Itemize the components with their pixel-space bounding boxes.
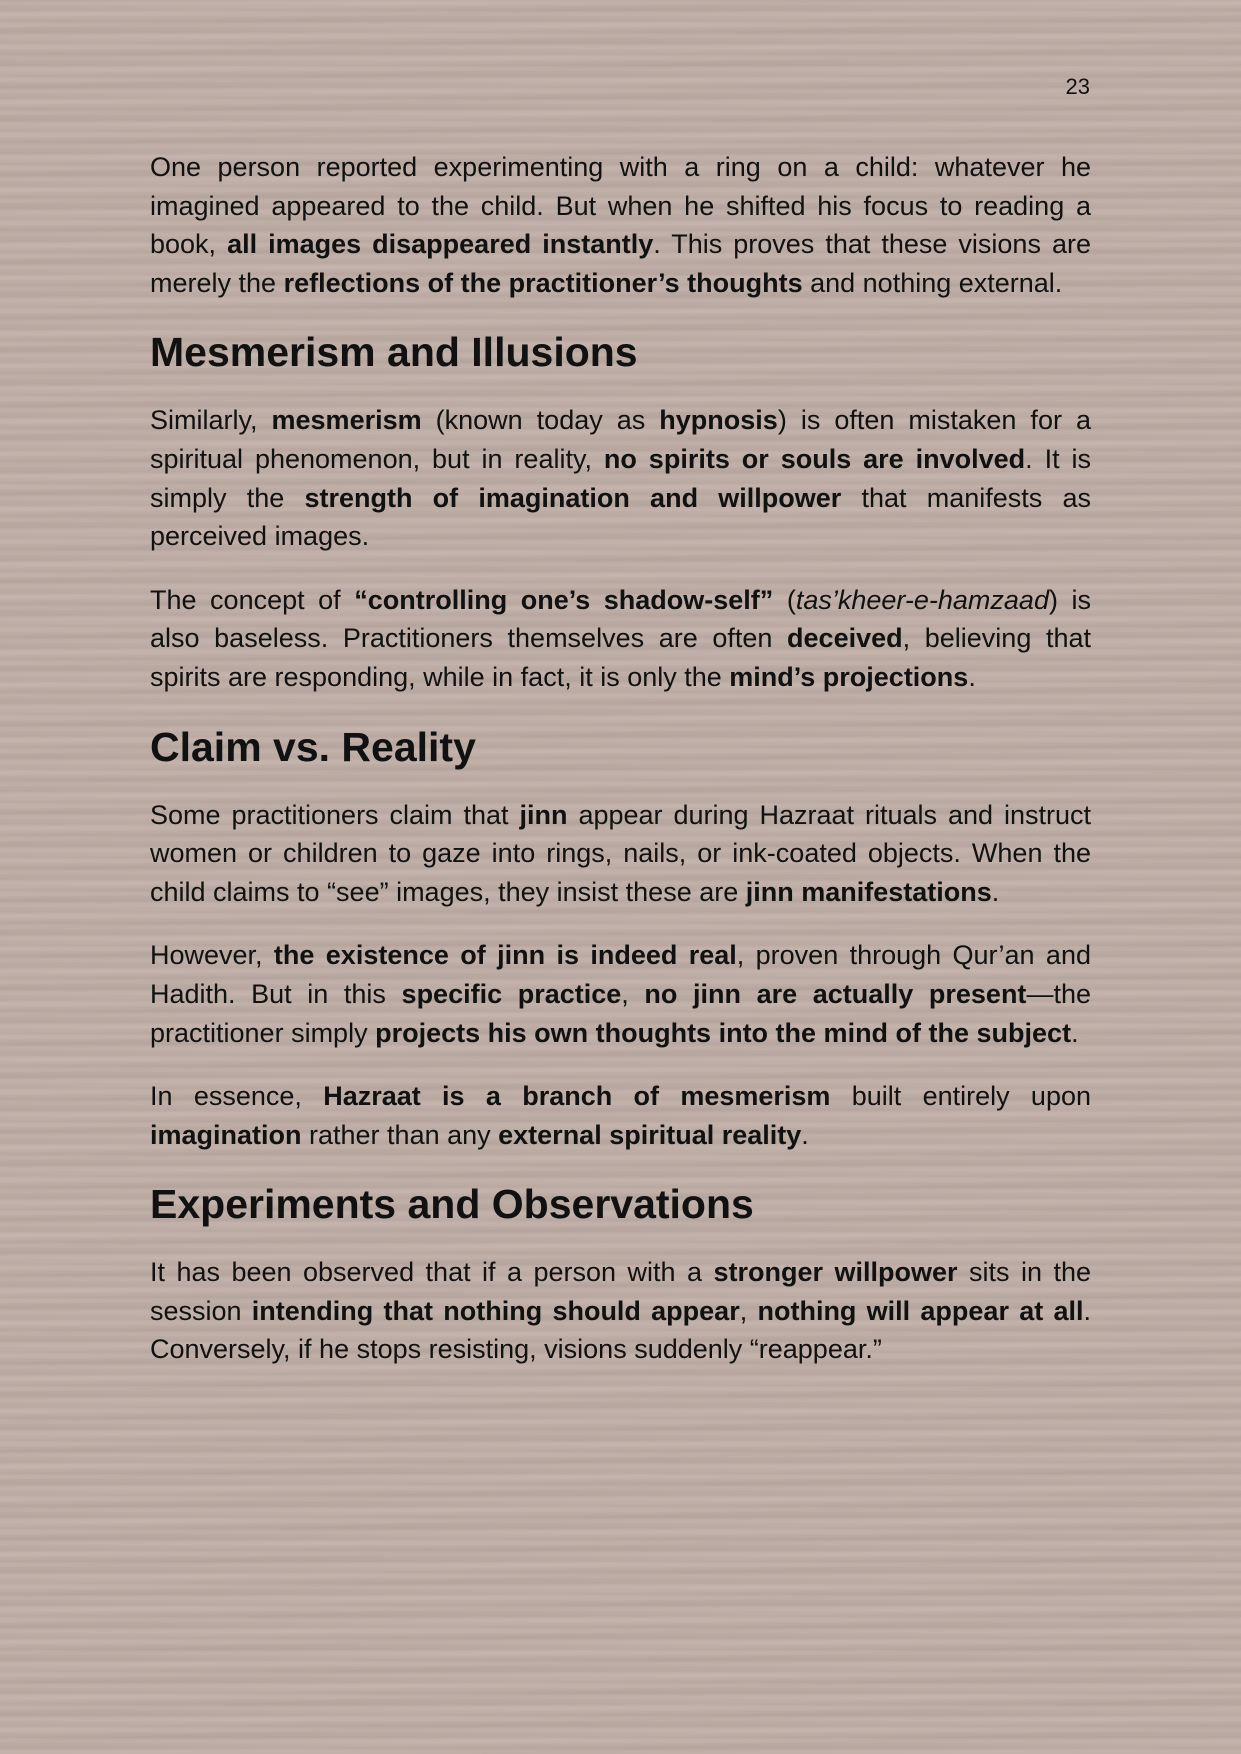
paragraph-ring-experiment: One person reported experimenting with a ring on a child: whatever he imagined appeared to the child. But when he shifted his focus to reading a book, all images disappeared instantly. This proves that these visions are merely the reflections of the practitioner’s thoughts and nothing external.: [150, 152, 1091, 298]
paragraph-jinn-existence: However, the existence of jinn is indeed real, proven through Qur’an and Hadith. But in this specific practice, no jinn are actually present—the practitioner simply projects his own thoughts into the mind of the subject.: [150, 940, 1091, 1048]
paragraph-willpower-observation: It has been observed that if a person with a stronger willpower sits in the session intending that nothing should appear, nothing will appear at all. Conversely, if he stops resisting, visions suddenly “reappear.”: [150, 1257, 1091, 1365]
paragraph-mesmerism: Similarly, mesmerism (known today as hypnosis) is often mistaken for a spiritual phenomenon, but in reality, no spirits or souls are involved. It is simply the strength of imagination and willpower that manifests as perceived images.: [150, 405, 1092, 552]
heading-experiments-observations: Experiments and Observations: [150, 1181, 754, 1228]
heading-claim-vs-reality: Claim vs. Reality: [150, 723, 476, 770]
page-body: [150, 148, 1091, 1394]
paragraph-shadow-self: The concept of “controlling one’s shadow-self” (tas’kheer-e-hamzaad) is also baseless. Practitioners themselves are often deceived, believing that spirits are responding, while in fact, it is only the mind’s projections.: [150, 584, 1091, 692]
paragraph-jinn-claim: Some practitioners claim that jinn appear during Hazraat rituals and instruct women or children to gaze into rings, nails, or ink-coated objects. When the child claims to “see” images, they insist these are jinn manifestations.: [150, 799, 1092, 907]
page-number: 23: [1065, 74, 1090, 99]
paragraph-in-essence: In essence, Hazraat is a branch of mesmerism built entirely upon imagination rather than any external spiritual reality.: [150, 1081, 1091, 1150]
heading-mesmerism-illusions: Mesmerism and Illusions: [150, 329, 638, 376]
